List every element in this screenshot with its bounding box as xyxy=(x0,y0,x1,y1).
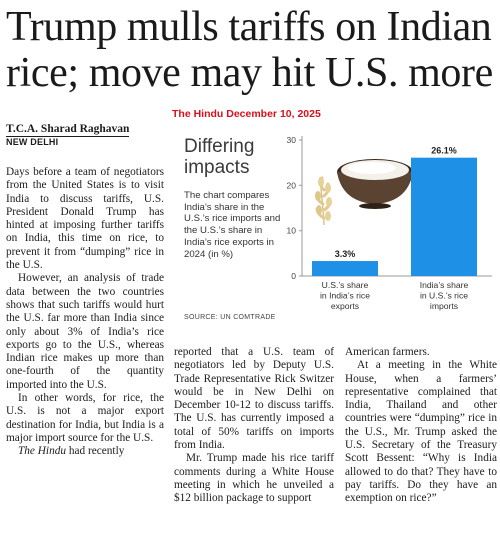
infographic xyxy=(174,130,497,335)
x-category-label: U.S.’s share xyxy=(321,280,369,290)
article-column-3 xyxy=(345,346,497,506)
paragraph: In other words, for rice, the U.S. is not a major export destination for India, but India is a major import source for the U.S. xyxy=(6,392,164,444)
graphic-source: SOURCE: UN COMTRADE xyxy=(184,314,276,321)
paragraph: American farmers. xyxy=(345,346,430,358)
dateline: NEW DELHI xyxy=(6,137,59,147)
headline xyxy=(6,4,496,96)
x-category-label: in U.S.’s rice xyxy=(419,290,469,301)
paragraph: Mr. Trump made his rice tariff comments during a White House meeting in which he unveiled a $12 billion package to support xyxy=(174,452,334,505)
paragraph: However, an analysis of trade data between the two countries shows that such tariffs would hurt the U.S. far more than India since only about 3% of India’s rice exports go to the U.S., whereas Indian rice makes up more than one-fourth of the quantity imported into the U.S. xyxy=(6,272,164,391)
bar-value-label: 26.1% xyxy=(431,145,457,156)
rice-bowl-illustration xyxy=(315,159,413,225)
bar xyxy=(312,261,378,276)
source-credit: The Hindu December 10, 2025 xyxy=(172,108,321,120)
article-column-2 xyxy=(174,346,334,506)
bar-chart xyxy=(174,130,497,335)
x-category-label: India’s share xyxy=(419,280,469,290)
bar xyxy=(411,158,477,276)
author-byline: T.C.A. Sharad Raghavan xyxy=(6,123,130,135)
y-tick-label: 0 xyxy=(291,271,296,281)
headline-line-2: rice; move may hit U.S. more xyxy=(6,50,493,96)
publication-name: The Hindu xyxy=(18,445,67,458)
y-tick-label: 20 xyxy=(286,180,296,191)
paragraph: Days before a team of negotiators from the United States is to visit India to discuss tariffs, U.S. President Donald Trump has hinted at imposing further tariffs on India, this time on rice, to prevent it from “dumping” rice in the U.S. xyxy=(6,166,164,272)
paragraph xyxy=(6,445,164,458)
bar-value-label: 3.3% xyxy=(334,249,356,260)
y-tick-label: 30 xyxy=(286,135,296,145)
x-category-label: exports xyxy=(330,301,360,311)
paragraph: reported that a U.S. team of negotiators led by Deputy U.S. Trade Representative Rick Switzer would be in New Delhi on December 10-12 to discuss tariffs. The U.S. has currently imposed a total of 50% tariffs on imports from India. xyxy=(174,346,334,452)
graphic-title-line-1: Differing xyxy=(184,136,255,157)
graphic-title-line-2: impacts xyxy=(184,157,250,178)
headline-line-1: Trump mulls tariffs on Indian xyxy=(6,4,492,50)
x-category-label: imports xyxy=(429,301,459,311)
paragraph: At a meeting in the White House, when a farmers’ representative complained that India, Thailand and other countries were “dumping” rice in the U.S., Mr. Trump asked the U.S. Secretary of the Treasury Scott Bessent: “Why is India allowed to do that? They have to pay tariffs. Do they have an exemption on rice?” xyxy=(345,359,497,505)
y-tick-label: 10 xyxy=(286,225,296,236)
graphic-description: The chart compares India’s share in the U.S.’s rice imports and the U.S.’s share in India’s rice exports in 2024 (in %) xyxy=(184,190,281,260)
paragraph-text: had recently xyxy=(66,445,125,458)
article-column-1 xyxy=(6,166,164,459)
x-category-label: in India’s rice xyxy=(320,290,370,301)
